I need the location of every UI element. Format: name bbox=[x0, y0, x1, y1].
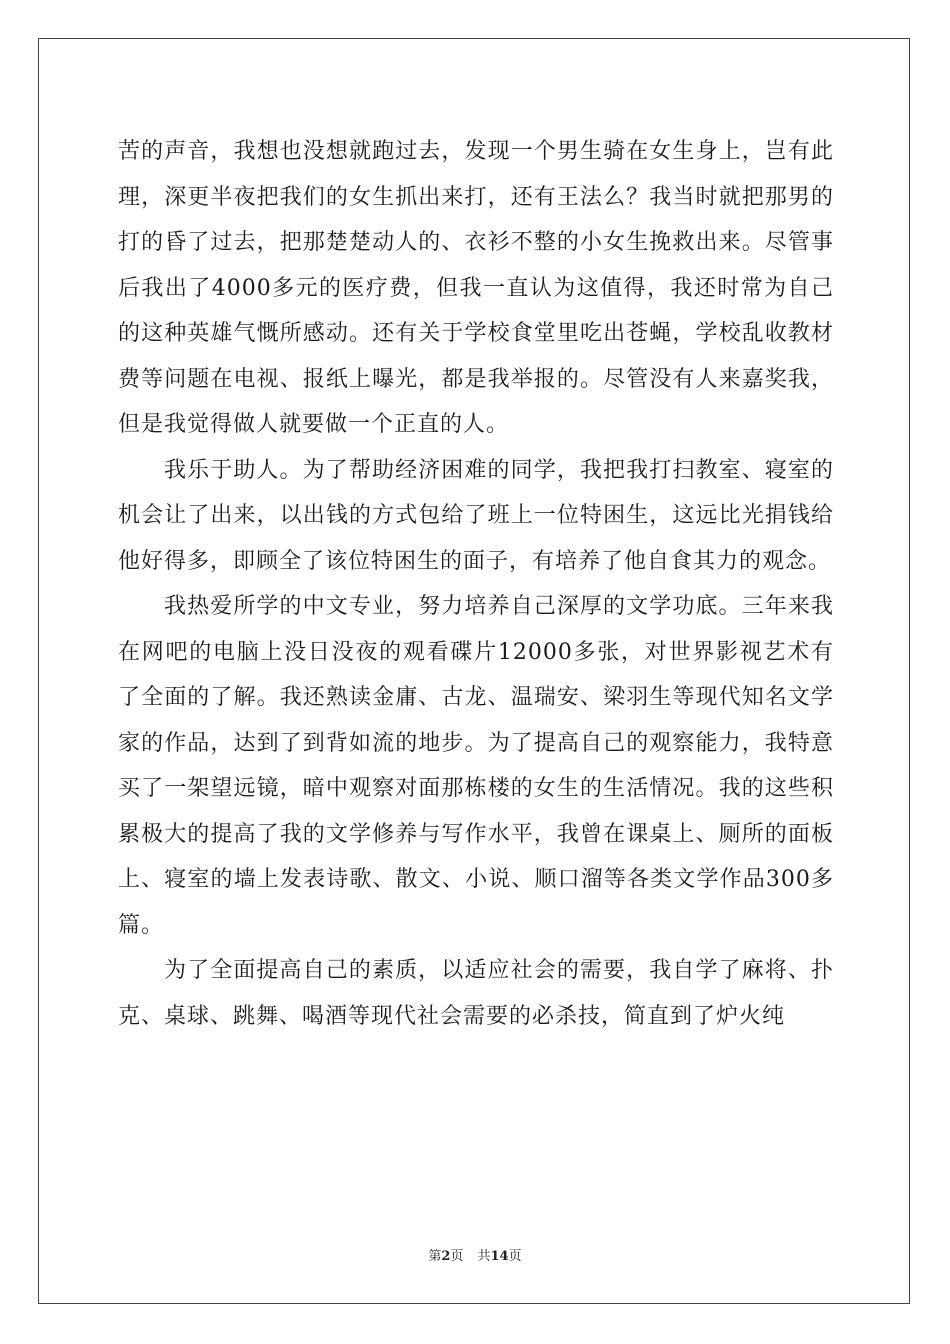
total-prefix: 共 bbox=[477, 1249, 491, 1264]
paragraph-3: 我热爱所学的中文专业，努力培养自己深厚的文学功底。三年来我在网吧的电脑上没日没夜的观看碟片12000多张，对世界影视艺术有了全面的了解。我还熟读金庸、古龙、温瑞安、梁羽生等现代知名文学家的作品，达到了到背如流的地步。为了提高自己的观察能力，我特意买了一架望远镜，暗中观察对面那栋楼的女生的生活情况。我的这些积累极大的提高了我的文学修养与写作水平，我曾在课桌上、厕所的面板上、寝室的墙上发表诗歌、散文、小说、顺口溜等各类文学作品300多篇。 bbox=[118, 594, 834, 938]
page-prefix: 第 bbox=[428, 1249, 442, 1264]
paragraph-2: 我乐于助人。为了帮助经济困难的同学，我把我打扫教室、寝室的机会让了出来，以出钱的方式包给了班上一位特困生，这远比光捐钱给他好得多，即顾全了该位特困生的面子，有培养了他自食其力的观念。 bbox=[118, 457, 834, 574]
document-body bbox=[118, 129, 834, 1039]
paragraph-1: 苦的声音，我想也没想就跑过去，发现一个男生骑在女生身上，岂有此理，深更半夜把我们的女生抓出来打，还有王法么？我当时就把那男的打的昏了过去，把那楚楚动人的、衣衫不整的小女生挽救出来。尽管事后我出了4000多元的医疗费，但我一直认为这值得，我还时常为自己的这种英雄气慨所感动。还有关于学校食堂里吃出苍蝇，学校乱收教材费等问题在电视、报纸上曝光，都是我举报的。尽管没有人来嘉奖我，但是我觉得做人就要做一个正直的人。 bbox=[118, 139, 834, 437]
page-footer bbox=[0, 1245, 950, 1264]
page-suffix: 页 bbox=[450, 1249, 464, 1264]
page-number: 2 bbox=[441, 1249, 451, 1264]
paragraph-4: 为了全面提高自己的素质，以适应社会的需要，我自学了麻将、扑克、桌球、跳舞、喝酒等现代社会需要的必杀技，简直到了炉火纯 bbox=[118, 958, 834, 1029]
total-pages: 14 bbox=[490, 1249, 509, 1264]
total-suffix: 页 bbox=[508, 1249, 522, 1264]
